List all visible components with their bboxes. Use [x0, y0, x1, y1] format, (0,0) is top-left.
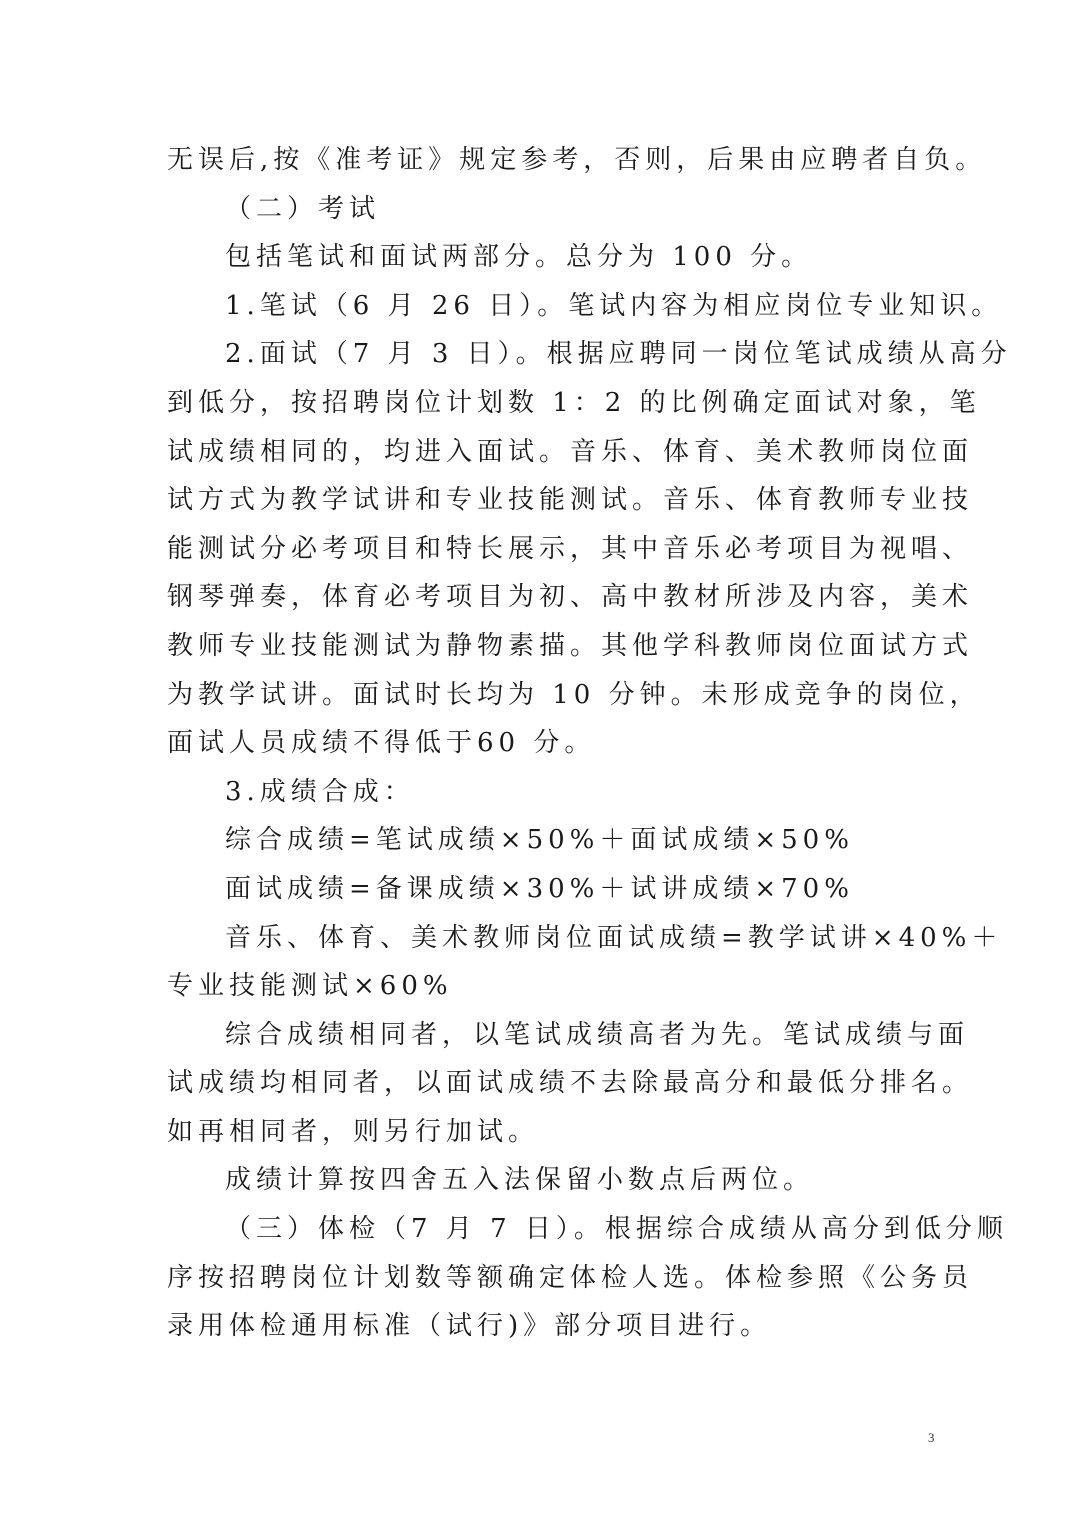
text-line: （二）考试: [225, 193, 381, 224]
text-line: 2.面试（7 月 3 日）。根据应聘同一岗位笔试成绩从高分: [225, 339, 1012, 370]
text-line: （三）体检（7 月 7 日）。根据综合成绩从高分到低分顺: [225, 1214, 1008, 1245]
text-line: 成绩计算按四舍五入法保留小数点后两位。: [225, 1165, 815, 1196]
text-line: 音乐、体育、美术教师岗位面试成绩=教学试讲×40%＋: [225, 922, 1003, 953]
text-line: 录用体检通用标准（试行)》部分项目进行。: [167, 1311, 772, 1342]
text-line: 钢琴弹奏，体育必考项目为初、高中教材所涉及内容，美术: [167, 582, 974, 613]
text-line: 面试成绩=备课成绩×30%＋试讲成绩×70%: [225, 873, 854, 904]
text-line: 综合成绩相同者，以笔试成绩高者为先。笔试成绩与面: [225, 1019, 970, 1050]
text-line: 1.笔试（6 月 26 日）。笔试内容为相应岗位专业知识。: [225, 290, 1003, 321]
text-line: 到低分，按招聘岗位计划数 1：2 的比例确定面试对象，笔: [167, 387, 981, 418]
page-number: 3: [928, 1430, 935, 1445]
text-line: 试成绩相同的，均进入面试。音乐、体育、美术教师岗位面: [167, 436, 974, 467]
text-line: 为教学试讲。面试时长均为 10 分钟。未形成竞争的岗位，: [167, 679, 981, 710]
text-line: 试成绩均相同者，以面试成绩不去除最高分和最低分排名。: [167, 1068, 974, 1099]
text-line: 综合成绩=笔试成绩×50%＋面试成绩×50%: [225, 825, 854, 856]
text-line: 3.成绩合成：: [225, 776, 415, 807]
text-line: 试方式为教学试讲和专业技能测试。音乐、体育教师专业技: [167, 485, 974, 516]
text-line: 如再相同者，则另行加试。: [167, 1116, 540, 1147]
text-line: 专业技能测试×60%: [167, 971, 453, 1002]
text-line: 面试人员成绩不得低于60 分。: [167, 728, 596, 759]
text-line: 教师专业技能测试为静物素描。其他学科教师岗位面试方式: [167, 630, 974, 661]
document-body: [167, 136, 1012, 1351]
text-line: 序按招聘岗位计划数等额确定体检人选。体检参照《公务员: [167, 1262, 974, 1293]
text-line: 无误后,按《准考证》规定参考，否则，后果由应聘者自负。: [167, 145, 987, 175]
text-line: 包括笔试和面试两部分。总分为 100 分。: [225, 242, 813, 273]
text-line: 能测试分必考项目和特长展示，其中音乐必考项目为视唱、: [167, 533, 974, 564]
